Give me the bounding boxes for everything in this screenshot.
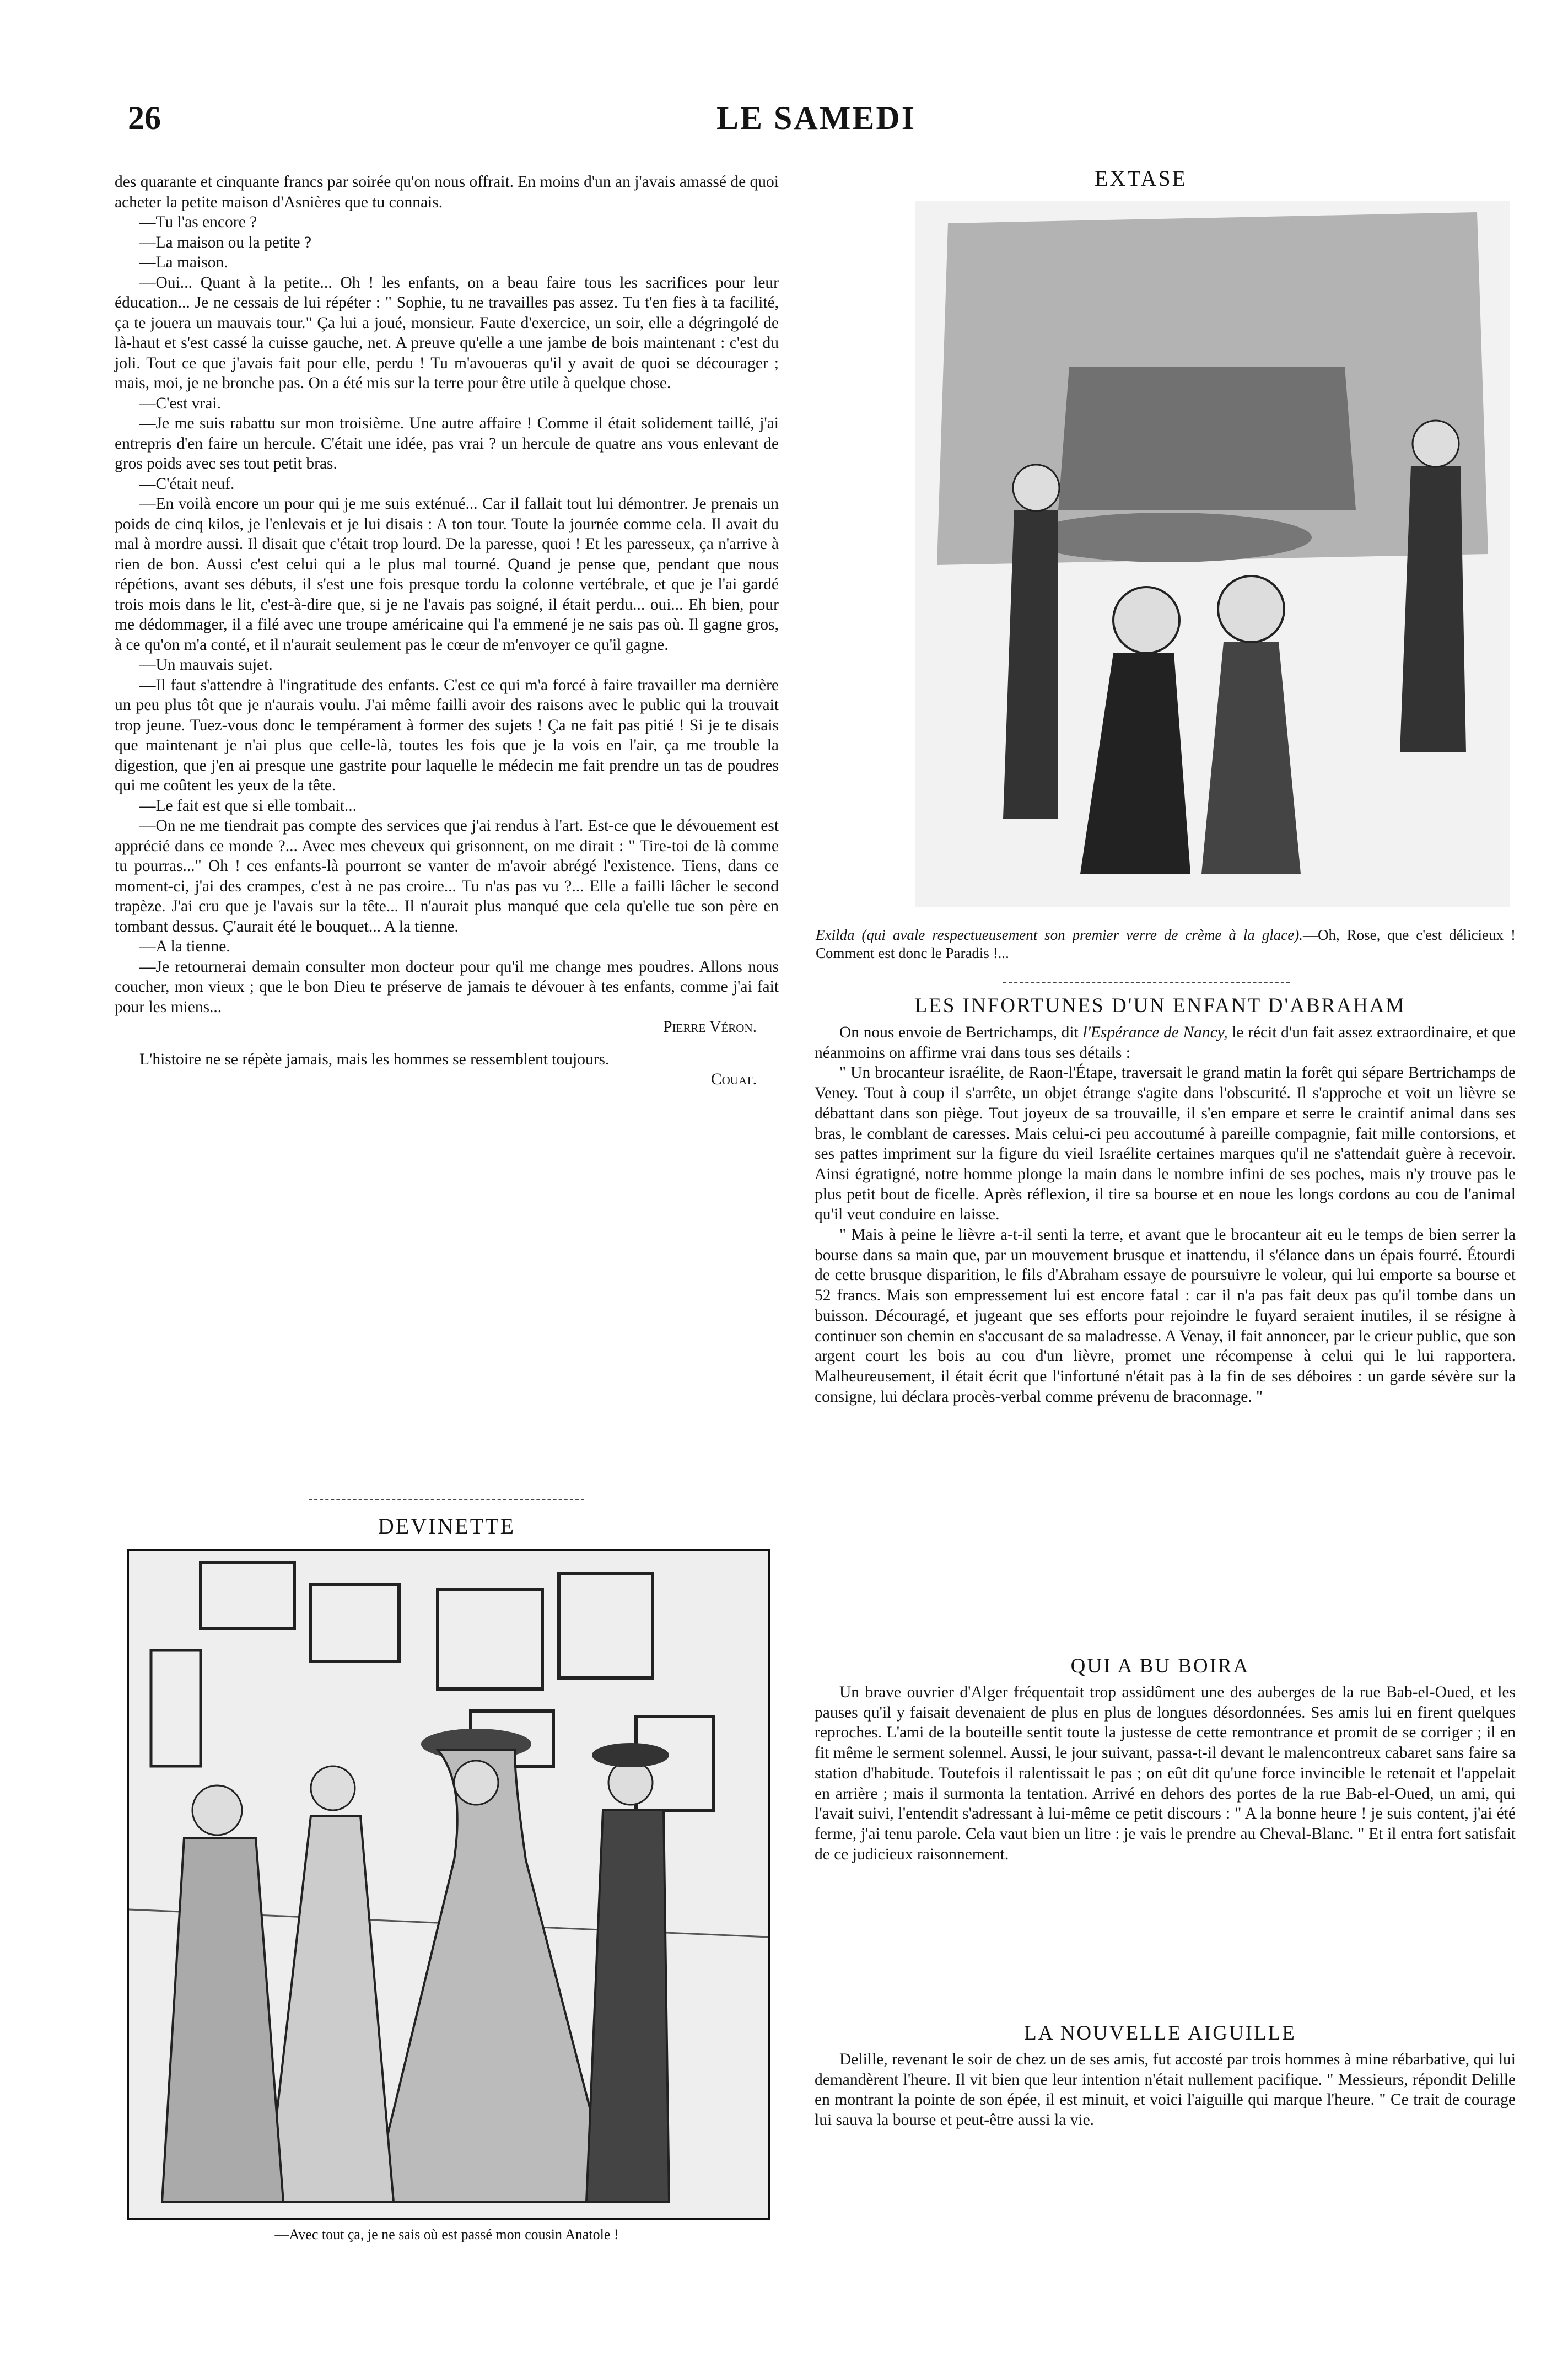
abraham-intro-text-end: le récit d'un fait assez extraordinaire, et que néanmoins on affirme vrai dans tous ses détails : [815, 1024, 1516, 1062]
extase-caption [816, 926, 1516, 962]
story-paragraph: —Oui... Quant à la petite... Oh ! les enfants, on a beau faire tous les sacrifices pour leur éducation... Je ne cessais de lui répéter : " Sophie, tu ne travailles pas assez. Tu t'en fies à ta facilité, ça te jouera un mauvais tour." Ça lui a joué, monsieur. Faute d'exercice, un soir, elle a dégringolé de là-haut et s'est cassé la cuisse gauche, net. A preuve qu'elle a une jambe de bois maintenant : c'est du joli. Tout ce que j'avais fait pour elle, perdu ! Tu m'avoueras qu'il y avait de quoi se décourager ; mais, moi, je ne bronche pas. On a été mis sur la terre pour être utile à quelque chose. [115, 273, 779, 392]
boira-article [815, 1682, 1516, 1864]
story-paragraph: —A la tienne. [139, 938, 230, 955]
devinette-title: DEVINETTE [378, 1514, 516, 1538]
maxim-author: Couat. [710, 1070, 757, 1088]
abraham-intro [815, 1023, 1516, 1063]
story-paragraph: —On ne me tiendrait pas compte des services que j'ai rendus à l'art. Est-ce que le dévouement est apprécié dans ce monde ?... Avec mes cheveux qui grisonnent, on me dirait : " Tire-toi de là comme tu pourras..." Oh ! ces enfants-là pourront se vanter de m'avoir abrégé l'existence. Tiens, dans ce moment-ci, j'ai des crampes, c'est à ne pas croire... Tu n'as pas vu ?... Elle a failli lâcher le second trapèze. J'ai cru que je l'avais sur la tête... Il n'aurait plus manqué que cela qu'elle tue son père en tombant dessus. Ç'aurait été le bouquet... A la tienne. [115, 817, 779, 935]
left-column-story [115, 172, 779, 1090]
boira-title: QUI A BU BOIRA [1070, 1655, 1250, 1677]
abraham-paragraph: " Un brocanteur israélite, de Raon-l'Étape, traversait le grand matin la forêt qui sépare Bertrichamps de Veney. Tout à coup il s'arrête, un objet étrange s'agite dans l'obscurité. Il s'approche et voit un lièvre se débattant dans son piège. Tout joyeux de sa trouvaille, il s'en empare et serre le craintif animal dans ses bras, le comblant de caresses. Mais celui-ci peu accoutumé à pareille compagnie, fait mille contorsions, et ses pattes impriment sur la figure du vieil Israélite certaines marques qu'il ne s'attendait guère à recevoir. Ainsi égratigné, notre homme plonge la main dans le nombre infini de ses poches, mais n'y trouve pas le plus petit bout de ficelle. Après réflexion, il tire sa bourse et en noue les longs cordons au cou de l'animal qu'il veut conduire en laisse. [815, 1064, 1516, 1224]
abraham-paragraph: " Mais à peine le lièvre a-t-il senti la terre, et avant que le brocanteur ait eu le temps de bien serrer la bourse dans sa main que, par un mouvement brusque et inattendu, il s'élance dans un épais fourré. Étourdi de cette brusque disparition, le fils d'Abraham essaye de poursuivre le voleur, qui lui emporte sa bourse et 52 francs. Mais son empressement lui est encore fatal : car il n'a pas fait deux pas qu'il tombe dans un buisson. Découragé, et jugeant que ses efforts pour rejoindre le fuyard seraient inutiles, il se résigne à continuer son chemin en s'accusant de sa maladresse. A Venay, il fait annoncer, par le crieur public, que son argent court les bois au cou d'un lièvre, promet une récompense à celui qui le lui rapportera. Malheureusement, il était écrit que l'infortuné n'était pas à la fin de ses déboires : un garde sévère sur la consigne, lui déclara procès-verbal comme prévenu de braconnage. " [815, 1226, 1516, 1406]
story-paragraph: —La maison. [139, 254, 228, 271]
story-paragraph: —En voilà encore un pour qui je me suis exténué... Car il fallait tout lui démontrer. Je prenais un poids de cinq kilos, je l'enlevais et je lui disais : A ton tour. Toute la journée comme cela. Il avait du mal à mordre aussi. Il disait que c'était trop lourd. De la paresse, quoi ! Et les paresseux, ça n'arrive à rien de bon. Aussi c'est celui qui a le plus mal tourné. Quand je pense que, pendant que nous répétions, avant ses débuts, il s'est une fois presque tordu la colonne vertébrale, et que je l'ai gardé trois mois dans le lit, c'est-à-dire que, si je ne l'avais pas soigné, il était perdu... oui... Eh bien, pour me dédommager, il a filé avec une troupe américaine qui l'a emmené je ne sais pas où. Il gagne gros, à ce qu'on m'a conté, et il n'aurait seulement pas le cœur de m'envoyer ce qu'il gagne. [115, 495, 779, 654]
page-number: 26 [128, 100, 161, 136]
extase-illustration [915, 201, 1510, 907]
extase-caption-italic: Exilda (qui avale respectueusement son premier verre de crème à la glace). [816, 927, 1303, 943]
story-paragraph: —La maison ou la petite ? [139, 233, 312, 251]
devinette-caption: —Avec tout ça, je ne sais où est passé mon cousin Anatole ! [274, 2226, 619, 2242]
gallery-scene-drawing [129, 1551, 768, 2218]
newspaper-title: LE SAMEDI [716, 100, 917, 136]
divider [309, 1499, 584, 1500]
story-paragraph: —Le fait est que si elle tombait... [139, 797, 357, 815]
aiguille-article [815, 2049, 1516, 2131]
abraham-title: LES INFORTUNES D'UN ENFANT D'ABRAHAM [914, 994, 1406, 1017]
extase-title: EXTASE [1094, 166, 1188, 191]
story-paragraph: —Il faut s'attendre à l'ingratitude des enfants. C'est ce qui m'a forcé à faire travailler ma dernière un peu plus tôt que je n'aurais voulu. J'ai même failli avoir des raisons avec le public qui la trouvait trop jeune. Tuez-vous donc le tempérament à former des sujets ! Ça ne fait pas pitié ! Si je te disais que maintenant je n'ai plus que celle-là, toutes les fois que je la vois en l'air, ça me trouble la digestion, que j'en ai presque une gastrite pour laquelle le médecin me fait prendre un tas de poudres qui me coûtent les yeux de la tête. [115, 676, 779, 794]
abraham-intro-source: l'Espérance de Nancy, [1082, 1024, 1228, 1041]
extase-caption-text: —Oh, Rose, que c'est délicieux ! Comment est donc le Paradis !... [816, 927, 1516, 961]
story-paragraph: —Un mauvais sujet. [139, 656, 273, 674]
boira-paragraph: Un brave ouvrier d'Alger fréquentait trop assidûment une des auberges de la rue Bab-el-Oued, et les pauses qu'il y faisait devenaient de plus en plus de longues désordonnées. Ses amis lui en firent quelques reproches. L'ami de la bouteille sentit toute la justesse de cette remontrance et promit de se corriger ; il en fit même le serment solennel. Aussi, le jour suivant, passa-t-il devant le malencontreux cabaret sans faire sa station d'habitude. Toutefois il ralentissait le pas ; on eût dit qu'une force invincible le retenait et l'appelait en arrière ; mais il surmonta la tentation. Arrivé en dehors des portes de la rue Bab-el-Oued, un ami, qui l'avait suivi, l'entendit s'adressant à lui-même ce petit discours : " A la bonne heure ! je suis content, j'ai été ferme, j'ai tenu parole. Cela vaut bien un litre : je vais le prendre au Cheval-Blanc. " Et il entra fort satisfait de ce judicieux raisonnement. [815, 1683, 1516, 1863]
devinette-illustration [127, 1549, 770, 2220]
story-paragraph: —Je retournerai demain consulter mon docteur pour qu'il me change mes poudres. Allons nous coucher, mon vieux ; que le bon Dieu te préserve de jamais te dévouer à tes enfants, comme j'ai fait pour les miens... [115, 957, 779, 1016]
maxim-quote: L'histoire ne se répète jamais, mais les hommes se ressemblent toujours. [139, 1050, 610, 1068]
aiguille-paragraph: Delille, revenant le soir de chez un de ses amis, fut accosté par trois hommes à mine rébarbative, qui lui demandèrent l'heure. Il vit bien que leur intention n'était nullement pacifique. " Messieurs, répondit Delille en montrant la pointe de son épée, il est minuit, et voici l'aiguille qui marque l'heure. " Ce trait de courage lui sauva la bourse et peut-être aussi la vie. [815, 2051, 1516, 2129]
aiguille-title: LA NOUVELLE AIGUILLE [1024, 2022, 1296, 2045]
story-paragraph: —Je me suis rabattu sur mon troisième. Une autre affaire ! Comme il était solidement taillé, j'ai entrepris d'en faire un hercule. C'était une idée, pas vrai ? un hercule de quatre ans vous enlevant de gros poids avec ses tout petit bras. [115, 415, 779, 472]
story-paragraph: des quarante et cinquante francs par soirée qu'on nous offrait. En moins d'un an j'avais amassé de quoi acheter la petite maison d'Asnières que tu connais. [115, 173, 779, 211]
story-paragraph: —C'est vrai. [139, 394, 221, 412]
abraham-intro-text: On nous envoie de Bertrichamps, dit [839, 1024, 1083, 1041]
divider [1003, 982, 1290, 983]
story-paragraph: —Tu l'as encore ? [139, 213, 257, 231]
story-paragraph: —C'était neuf. [139, 475, 235, 493]
abraham-article [815, 1023, 1516, 1407]
ice-cream-scene-drawing [915, 201, 1510, 907]
author-signature: Pierre Véron. [663, 1018, 757, 1036]
